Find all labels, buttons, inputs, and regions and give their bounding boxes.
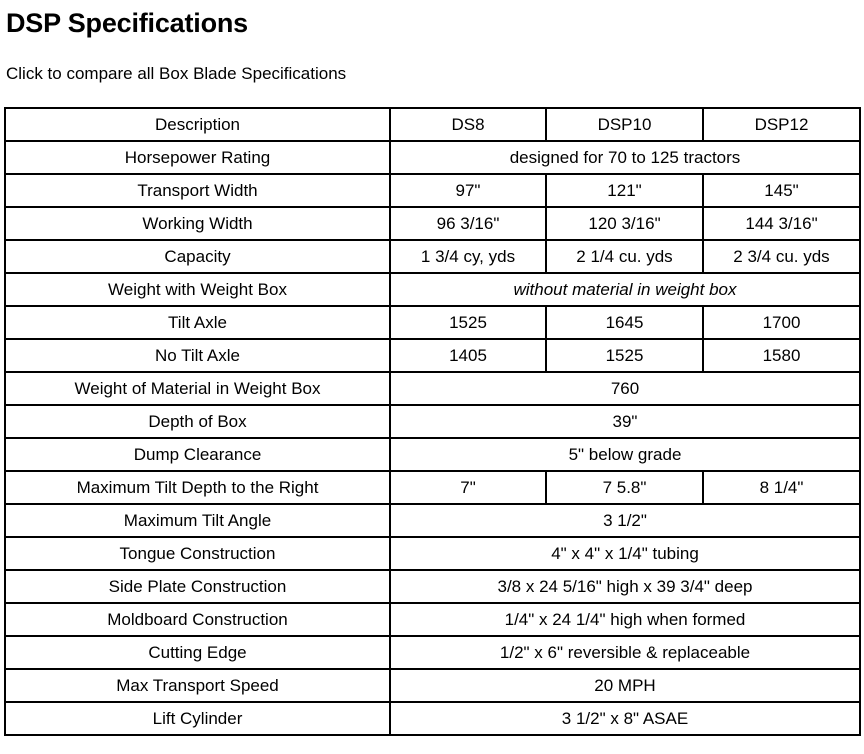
row-value: 7 5.8" bbox=[546, 471, 703, 504]
table-row bbox=[5, 537, 860, 570]
row-label: Side Plate Construction bbox=[5, 570, 390, 603]
table-header-row bbox=[5, 108, 860, 141]
table-row bbox=[5, 306, 860, 339]
table-row bbox=[5, 405, 860, 438]
table-row bbox=[5, 570, 860, 603]
table-row bbox=[5, 636, 860, 669]
table-row bbox=[5, 174, 860, 207]
row-label: Horsepower Rating bbox=[5, 141, 390, 174]
row-value: 2 1/4 cu. yds bbox=[546, 240, 703, 273]
column-header-dsp12: DSP12 bbox=[703, 108, 860, 141]
row-value: 96 3/16" bbox=[390, 207, 546, 240]
row-label: Tongue Construction bbox=[5, 537, 390, 570]
row-value: 1 3/4 cy, yds bbox=[390, 240, 546, 273]
table-row bbox=[5, 702, 860, 735]
row-label: Moldboard Construction bbox=[5, 603, 390, 636]
row-value: 1405 bbox=[390, 339, 546, 372]
page-title: DSP Specifications bbox=[6, 8, 248, 38]
row-value-all: 3 1/2" bbox=[390, 504, 860, 537]
row-value: 1525 bbox=[546, 339, 703, 372]
row-value: 144 3/16" bbox=[703, 207, 860, 240]
row-label: Working Width bbox=[5, 207, 390, 240]
row-label: Capacity bbox=[5, 240, 390, 273]
table-row bbox=[5, 471, 860, 504]
column-header-description: Description bbox=[5, 108, 390, 141]
row-label: Max Transport Speed bbox=[5, 669, 390, 702]
row-value: 145" bbox=[703, 174, 860, 207]
row-value-all: 4" x 4" x 1/4" tubing bbox=[390, 537, 860, 570]
row-value-all: 1/2" x 6" reversible & replaceable bbox=[390, 636, 860, 669]
table-row bbox=[5, 141, 860, 174]
row-label: Lift Cylinder bbox=[5, 702, 390, 735]
row-value-all: 3/8 x 24 5/16" high x 39 3/4" deep bbox=[390, 570, 860, 603]
row-value: 121" bbox=[546, 174, 703, 207]
row-label: Tilt Axle bbox=[5, 306, 390, 339]
table-body bbox=[5, 141, 860, 735]
row-label: Depth of Box bbox=[5, 405, 390, 438]
row-value: 1700 bbox=[703, 306, 860, 339]
column-header-ds8: DS8 bbox=[390, 108, 546, 141]
row-label: Transport Width bbox=[5, 174, 390, 207]
row-label: Weight with Weight Box bbox=[5, 273, 390, 306]
table-row bbox=[5, 372, 860, 405]
row-label: Maximum Tilt Angle bbox=[5, 504, 390, 537]
row-value-all: 760 bbox=[390, 372, 860, 405]
row-label: Cutting Edge bbox=[5, 636, 390, 669]
specifications-table bbox=[4, 107, 861, 736]
row-value: 1645 bbox=[546, 306, 703, 339]
table-row bbox=[5, 207, 860, 240]
row-label: Maximum Tilt Depth to the Right bbox=[5, 471, 390, 504]
row-value: 97" bbox=[390, 174, 546, 207]
table-header bbox=[5, 108, 860, 141]
row-value-all: 1/4" x 24 1/4" high when formed bbox=[390, 603, 860, 636]
row-value-all: 3 1/2" x 8" ASAE bbox=[390, 702, 860, 735]
row-label: Weight of Material in Weight Box bbox=[5, 372, 390, 405]
row-value: 8 1/4" bbox=[703, 471, 860, 504]
row-value-all: without material in weight box bbox=[390, 273, 860, 306]
table-row bbox=[5, 438, 860, 471]
row-label: No Tilt Axle bbox=[5, 339, 390, 372]
row-value-all: 5" below grade bbox=[390, 438, 860, 471]
table-row bbox=[5, 669, 860, 702]
row-value: 1525 bbox=[390, 306, 546, 339]
table-row bbox=[5, 240, 860, 273]
compare-specifications-link[interactable]: Click to compare all Box Blade Specifications bbox=[6, 64, 347, 83]
table-row bbox=[5, 339, 860, 372]
table-row bbox=[5, 603, 860, 636]
table-row bbox=[5, 273, 860, 306]
row-label: Dump Clearance bbox=[5, 438, 390, 471]
column-header-dsp10: DSP10 bbox=[546, 108, 703, 141]
row-value-all: designed for 70 to 125 tractors bbox=[390, 141, 860, 174]
row-value: 1580 bbox=[703, 339, 860, 372]
row-value: 120 3/16" bbox=[546, 207, 703, 240]
row-value: 7" bbox=[390, 471, 546, 504]
row-value-all: 39" bbox=[390, 405, 860, 438]
row-value-all: 20 MPH bbox=[390, 669, 860, 702]
row-value: 2 3/4 cu. yds bbox=[703, 240, 860, 273]
table-row bbox=[5, 504, 860, 537]
